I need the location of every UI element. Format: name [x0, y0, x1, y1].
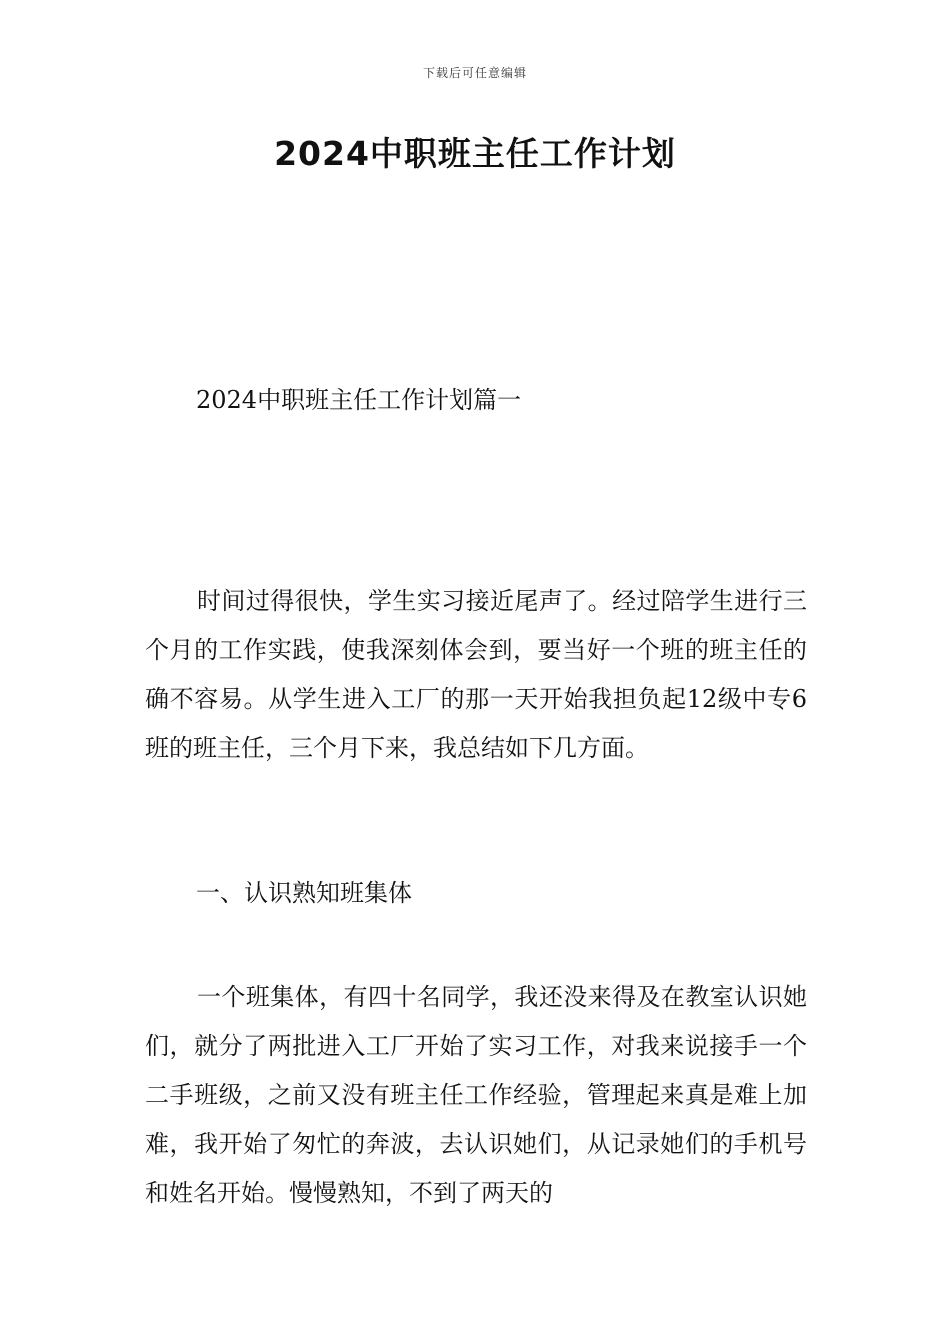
paragraph-intro — [145, 577, 807, 773]
paragraph-text: 时间过得很快，学生实习接近尾声了。经过陪学生进行三个月的工作实践，使我深刻体会到，要当好一个班的班主任的确不容易。从学生进入工厂的那一天开始我担负起12级中专6班的班主任，三个月下来，我总结如下几方面。 — [145, 587, 807, 762]
document-title: 2024中职班主任工作计划 — [274, 134, 676, 173]
paragraph-text: 一个班集体，有四十名同学，我还没来得及在教室认识她们，就分了两批进入工厂开始了实习工作，对我来说接手一个二手班级，之前又没有班主任工作经验，管理起来真是难上加难，我开始了匆忙的奔波，去认识她们，从记录她们的手机号和姓名开始。慢慢熟知，不到了两天的 — [145, 983, 807, 1207]
header-note: 下载后可任意编辑 — [422, 66, 527, 80]
section-heading: 2024中职班主任工作计划篇一 — [196, 386, 522, 414]
subheading-class-collective: 一、认识熟知班集体 — [196, 879, 412, 907]
paragraph-class-collective — [145, 973, 807, 1218]
